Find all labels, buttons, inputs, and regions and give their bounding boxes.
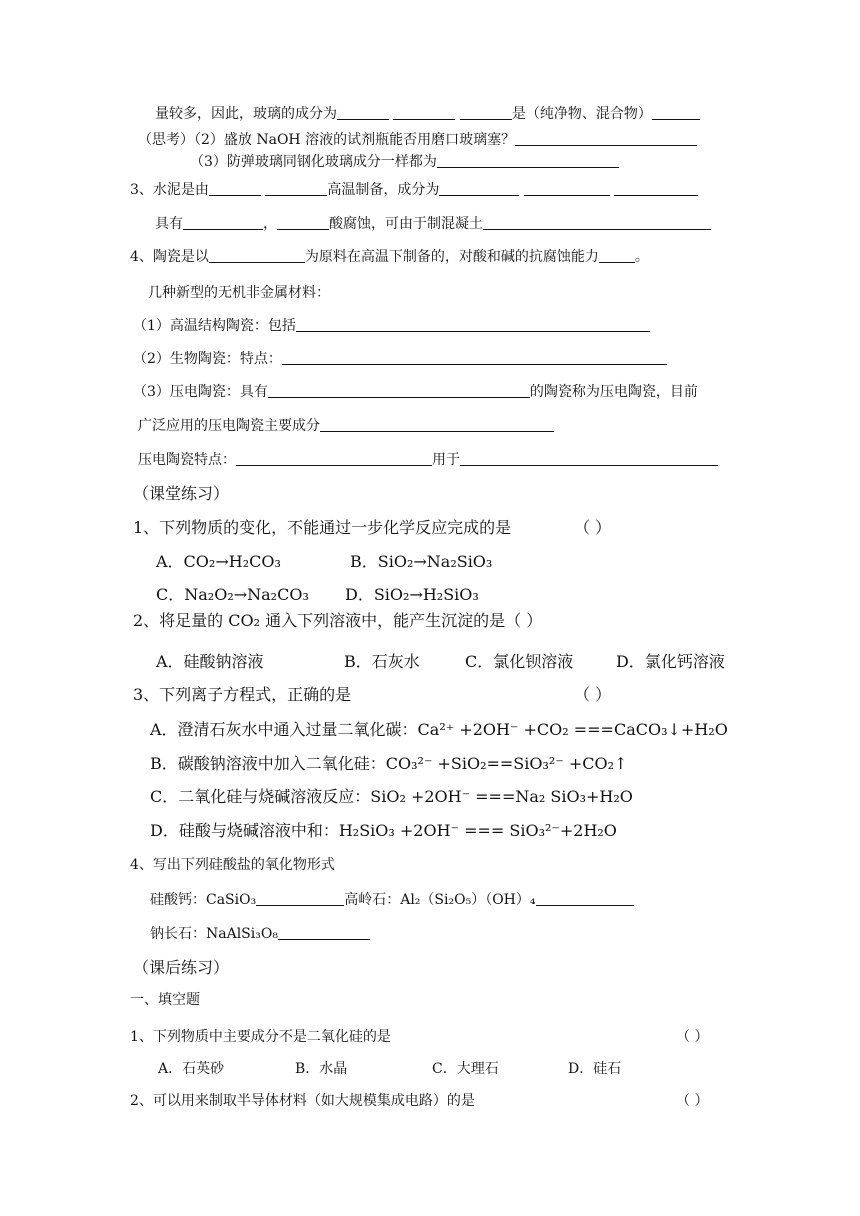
h1-stem: 1、下列物质中主要成分不是二氧化硅的是 [130, 1029, 391, 1045]
h2-stem: 2、可以用来制取半导体材料（如大规模集成电路）的是 [130, 1093, 475, 1109]
bulletproof-glass-line: （3）防弹玻璃同钢化玻璃成分一样都为 [190, 152, 619, 172]
q1-option-a[interactable]: A．CO₂→H₂CO₃ [156, 552, 281, 571]
q4-line2: 钠长石：NaAlSi₃O₈ [150, 924, 370, 944]
h1-option-d[interactable]: D．硅石 [568, 1061, 622, 1077]
q1-option-b[interactable]: B．SiO₂→Na₂SiO₃ [350, 552, 493, 571]
new-materials-heading: 几种新型的无机非金属材料： [148, 285, 330, 301]
q2-option-a[interactable]: A．硅酸钠溶液 [156, 652, 264, 671]
section-classroom: （课堂练习） [133, 484, 230, 503]
q2-option-d[interactable]: D．氯化钙溶液 [616, 652, 725, 671]
q2-option-c[interactable]: C．氯化钡溶液 [465, 652, 574, 671]
q2-stem: 2、将足量的 CO₂ 通入下列溶液中，能产生沉淀的是（ ） [133, 611, 543, 630]
section-after-class: （课后练习） [133, 958, 230, 977]
h1-answer-paren[interactable]: （ ） [676, 1029, 709, 1045]
q4-stem: 4、写出下列硅酸盐的氧化物形式 [130, 857, 335, 873]
ceramic-line: 4、陶瓷是以 为原料在高温下制备的，对酸和碱的抗腐蚀能力 。 [130, 249, 649, 265]
piezo-ceramic-line: （3）压电陶瓷：具有 的陶瓷称为压电陶瓷，目前 [133, 384, 698, 400]
q1-stem: 1、下列物质的变化，不能通过一步化学反应完成的是 [133, 518, 512, 537]
q1-option-c[interactable]: C．Na₂O₂→Na₂CO₃ [156, 585, 309, 604]
think-line: （思考）（2）盛放 NaOH 溶液的试剂瓶能否用磨口玻璃塞？ [138, 130, 697, 150]
h1-option-a[interactable]: A．石英砂 [158, 1061, 225, 1077]
q1-answer-paren[interactable]: （ ） [574, 518, 612, 537]
q4-line1: 硅酸钙：CaSiO₃ 高岭石：Al₂（Si₂O₅）（OH）₄ [150, 890, 634, 910]
q2-option-b[interactable]: B．石灰水 [344, 652, 420, 671]
q3-option-a[interactable]: A．澄清石灰水中通入过量二氧化碳：Ca²⁺ +2OH⁻ +CO₂ ===CaCO₃↓+H₂O [150, 720, 728, 739]
cement-line: 3、水泥是由 高温制备，成分为 [130, 180, 698, 200]
piezo-feature-line: 压电陶瓷特点： 用于 [138, 450, 718, 470]
q3-answer-paren[interactable]: （ ） [574, 685, 612, 704]
q3-option-d[interactable]: D．硅酸与烧碱溶液中和：H₂SiO₃ +2OH⁻ === SiO₃²⁻+2H₂O [150, 821, 617, 840]
high-temp-ceramic-line: （1）高温结构陶瓷：包括 [133, 316, 650, 336]
q1-option-d[interactable]: D．SiO₂→H₂SiO₃ [345, 585, 479, 604]
h1-option-c[interactable]: C．大理石 [432, 1061, 499, 1077]
q3-option-c[interactable]: C．二氧化硅与烧碱溶液反应：SiO₂ +2OH⁻ ===Na₂ SiO₃+H₂O [150, 787, 633, 806]
h2-answer-paren[interactable]: （ ） [676, 1093, 709, 1109]
bio-ceramic-line: （2）生物陶瓷：特点： [133, 349, 667, 369]
glass-line: 量较多，因此，玻璃的成分为 是（纯净物、混合物） [155, 104, 700, 124]
part-fill-in: 一、填空题 [130, 992, 200, 1008]
h1-option-b[interactable]: B．水晶 [295, 1061, 348, 1077]
piezo-component-line: 广泛应用的压电陶瓷主要成分 [138, 416, 554, 436]
q3-stem: 3、下列离子方程式，正确的是 [133, 685, 352, 704]
q3-option-b[interactable]: B．碳酸钠溶液中加入二氧化硅：CO₃²⁻ +SiO₂==SiO₃²⁻ +CO₂↑ [150, 754, 628, 773]
cement-property-line: 具有 ， 酸腐蚀，可由于制混凝土 [155, 214, 711, 234]
